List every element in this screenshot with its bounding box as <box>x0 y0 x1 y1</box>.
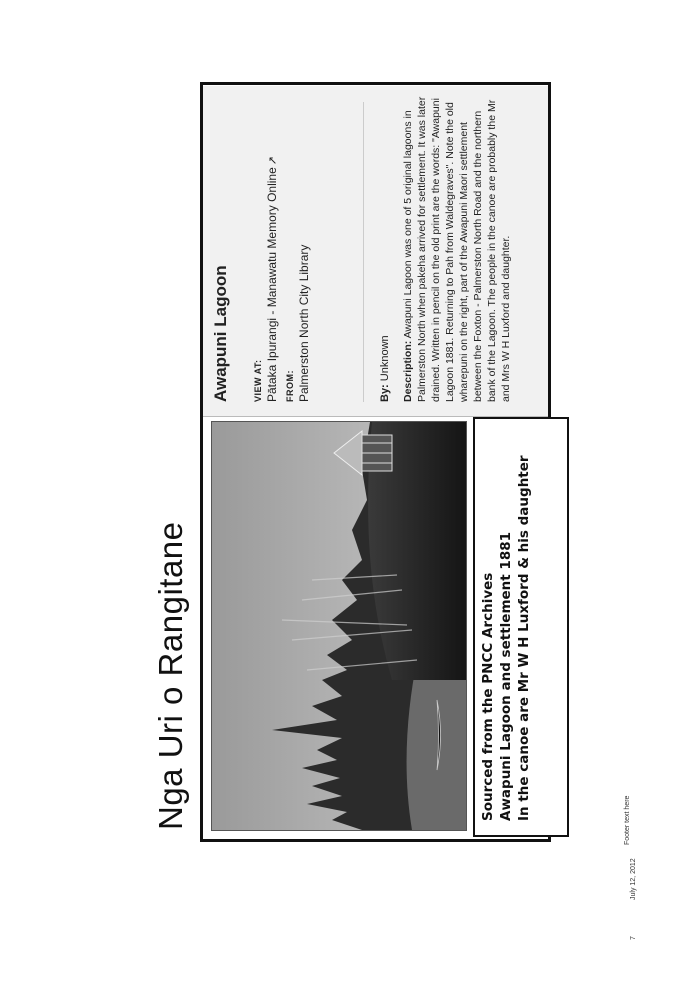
slide-title: Nga Uri o Rangitane <box>152 521 189 830</box>
caption-line: In the canoe are Mr W H Luxford & his daughter <box>516 455 532 821</box>
caption-line: Awapuni Lagoon and settlement 1881 <box>498 531 514 821</box>
record-author <box>379 335 391 402</box>
photo-caption <box>473 417 569 837</box>
external-link-icon[interactable]: ↗ <box>267 156 279 166</box>
description-label: Description: <box>402 340 414 402</box>
view-at-label: VIEW AT: <box>253 359 263 402</box>
from-label: FROM: <box>285 370 295 402</box>
rotated-slide <box>147 70 694 940</box>
page-number: 7 <box>630 936 637 940</box>
footer-text: Footer text here <box>624 795 631 845</box>
by-value: Unknown <box>379 335 391 382</box>
from-value: Palmerston North City Library <box>297 244 311 402</box>
footer-date: July 12, 2012 <box>630 858 637 900</box>
by-label: By: <box>379 384 391 402</box>
record-source <box>247 152 311 402</box>
view-at-link[interactable] <box>265 152 279 402</box>
image-frame <box>200 82 551 842</box>
record-title: Awapuni Lagoon <box>211 265 230 402</box>
caption-line: Sourced from the PNCC Archives <box>480 572 496 821</box>
lagoon-photograph <box>211 421 467 831</box>
description-text: Awapuni Lagoon was one of 5 original lagoons in Palmerston North when pakeha arrived for settlement. It was later drained. Written in pencil on the old print are the words: "Awapuni Lagoon 1881. Returning to Pah from Waldegraves". Note the old wharepuni on the right, part of the Awapuni Maori settlement between the Foxton - Palmerston North Road and the northern bank of the Lagoon. The people in the canoe are probably the Mr and Mrs W H Luxford and daughter. <box>402 96 512 402</box>
view-at-value[interactable]: Pātaka Ipurangi - Manawatu Memory Online <box>265 167 279 402</box>
divider <box>363 102 364 402</box>
record-info-card <box>203 86 548 417</box>
lagoon-photo-illustration <box>212 422 466 830</box>
record-description <box>401 92 513 402</box>
